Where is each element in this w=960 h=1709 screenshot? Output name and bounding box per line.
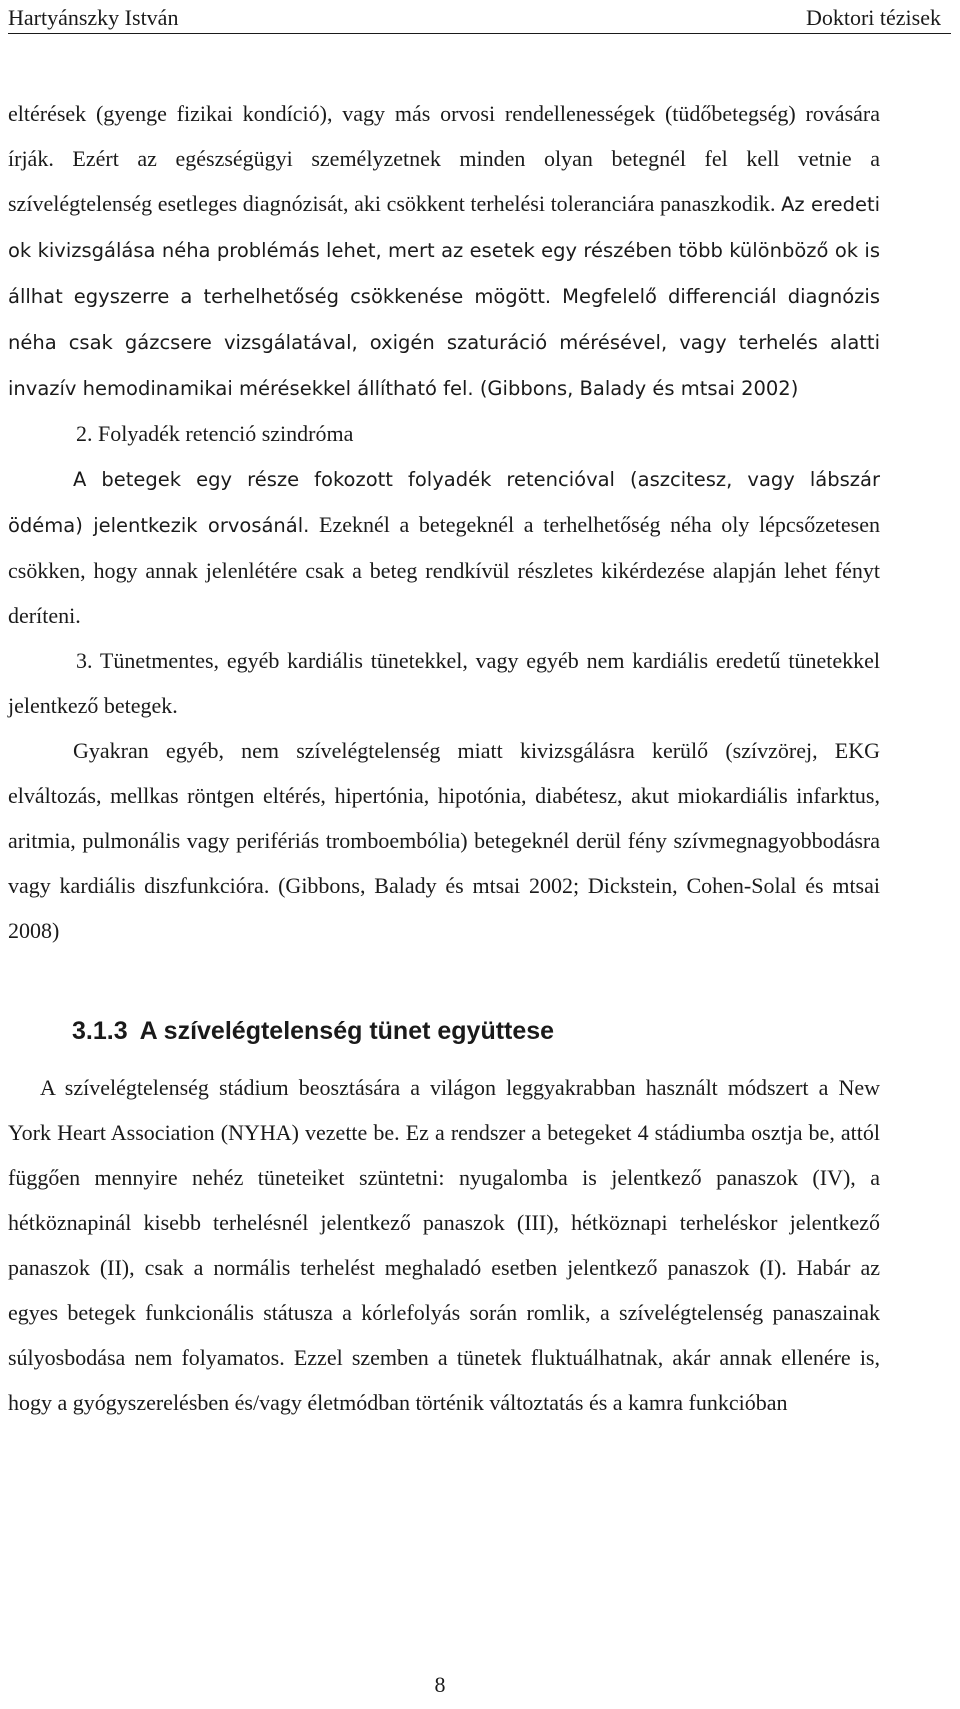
body-text-block-2 xyxy=(8,1065,880,1425)
list-item-2-body-sans: A betegek egy része fokozott folyadék retencióval (aszcitesz, vagy lábszár ödéma) jelentkezik orvosánál. xyxy=(8,468,880,537)
paragraph-intro xyxy=(8,91,880,411)
list-item-2-body-serif: Ezeknél a betegeknél a terhelhetőség néha oly lépcsőzetesen csökken, hogy annak jelenlétére csak a beteg rendkívül részletes kikérdezése alapján lehet fényt deríteni. xyxy=(8,512,880,628)
list-item-3-title: 3. Tünetmentes, egyéb kardiális tünetekkel, vagy egyéb nem kardiális eredetű tünetekkel jelentkező betegek. xyxy=(8,648,880,718)
paragraph-nyha: A szívelégtelenség stádium beosztására a világon leggyakrabban használt módszert a New York Heart Association (NYHA) vezette be. Ez a rendszer a betegeket 4 stádiumba osztja be, attól függően mennyire nehéz tüneteiket szüntetni: nyugalomba is jelentkező panaszok (IV), a hétköznapinál kisebb terhelésnél jelentkező panaszok (III), hétköznapi terheléskor jelentkező panaszok (II), csak a normális terhelést meghaladó esetben jelentkező panaszok (I). Habár az egyes betegek funkcionális státusza a kórlefolyás során romlik, a szívelégtelenség panaszainak súlyosbodása nem folyamatos. Ezzel szemben a tünetek fluktuálhatnak, akár annak ellenére is, hogy a gyógyszerelésben és/vagy életmódban történik változtatás és a kamra funkcióban xyxy=(8,1075,880,1415)
paragraph-intro-serif: eltérések (gyenge fizikai kondíció), vagy más orvosi rendellenességek (tüdőbetegség) rovására írják. Ezért az egészségügyi személyzetnek minden olyan betegnél fel kell vetnie a szívelégtelenség esetleges diagnózisát, aki csökkent terhelési toleranciára panaszkodik. xyxy=(8,101,880,216)
section-title: A szívelégtelenség tünet együttese xyxy=(139,1017,555,1045)
header-doc-title: Doktori tézisek xyxy=(805,5,941,30)
list-item-2-title: 2. Folyadék retenció szindróma xyxy=(76,421,354,446)
paragraph-intro-sans: Az eredeti ok kivizsgálása néha problémás lehet, mert az esetek egy részében több különböző ok is állhat egyszerre a terhelhetőség csökkenése mögött. Megfelelő differenciál diagnózis néha csak gázcsere vizsgálatával, oxigén szaturáció mérésével, vagy terhelés alatti invazív hemodinamikai mérésekkel állítható fel. (Gibbons, Balady és mtsai 2002) xyxy=(8,193,881,400)
page-header xyxy=(8,0,951,34)
section-number: 3.1.3 xyxy=(72,1017,128,1045)
list-item-3-body: Gyakran egyéb, nem szívelégtelenség miatt kivizsgálásra kerülő (szívzörej, EKG elváltozás, mellkas röntgen eltérés, hipertónia, hipotónia, diabétesz, akut miokardiális infarktus, aritmia, pulmonális vagy perifériás tromboembólia) betegeknél derül fény szívmegnagyobbodásra vagy kardiális diszfunkcióra. (Gibbons, Balady és mtsai 2002; Dickstein, Cohen-Solal és mtsai 2008) xyxy=(8,738,880,943)
body-text-block-1 xyxy=(8,91,880,953)
section-heading xyxy=(72,1011,554,1051)
header-author: Hartyánszky István xyxy=(8,5,179,30)
list-item-2-body xyxy=(8,456,880,638)
page-number: 8 xyxy=(434,1672,446,1697)
